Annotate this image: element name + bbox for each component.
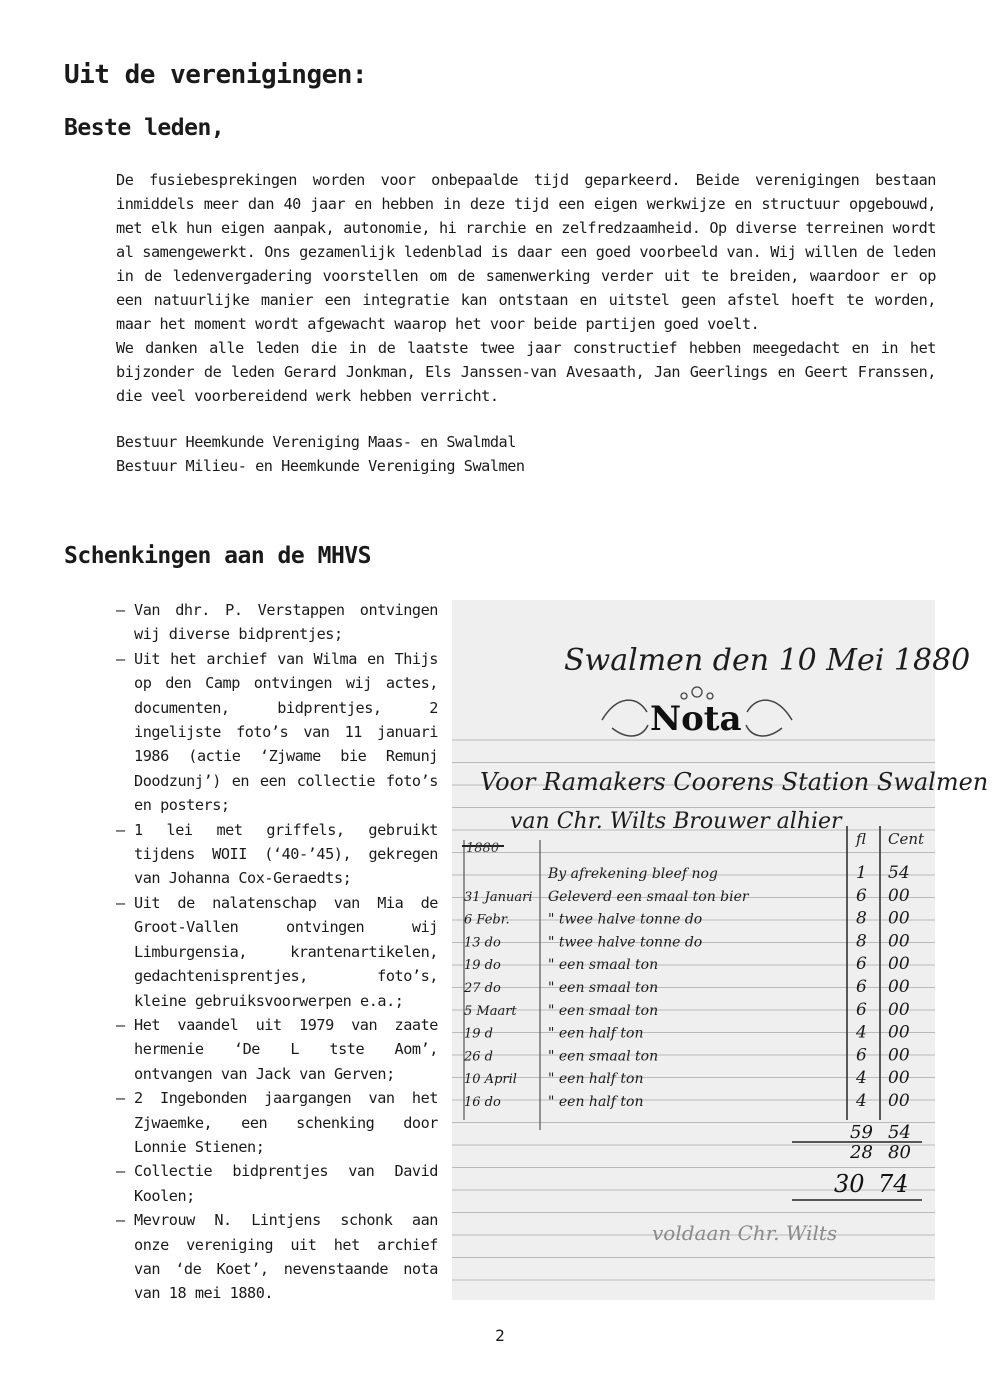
letter-body <box>116 168 936 408</box>
invoice-row-ct: 54 <box>888 863 910 883</box>
invoice-signature: voldaan Chr. Wilts <box>652 1221 838 1245</box>
invoice-supplier: van Chr. Wilts Brouwer alhier <box>510 809 842 834</box>
invoice-row-ct: 00 <box>888 954 910 975</box>
invoice-row-description: " twee halve tonne do <box>548 911 703 928</box>
donation-item: – Het vaandel uit 1979 van zaate hermenie ‘De L tste Aom’, ontvangen van Jack van Gerven; <box>116 1013 438 1086</box>
invoice-row-date: 31 Januari <box>464 889 533 905</box>
donation-item: – 2 Ingebonden jaargangen van het Zjwaemke, een schenking door Lonnie Stienen; <box>116 1086 438 1159</box>
invoice-subtotal-fl: 59 <box>850 1122 873 1143</box>
invoice-row-fl: 4 <box>856 1091 867 1111</box>
invoice-struck-year: 1880 <box>466 841 500 856</box>
invoice-row-date: 19 do <box>464 958 501 974</box>
invoice-row-date: 10 April <box>464 1072 517 1088</box>
invoice-row-fl: 8 <box>856 931 867 952</box>
invoice-row-description: " twee halve tonne do <box>548 934 703 951</box>
donation-item: – 1 lei met griffels, gebruikt tijdens WOII (‘40-’45), gekregen van Johanna Cox-Geraedts; <box>116 818 438 891</box>
invoice-row-date: 27 do <box>464 981 501 996</box>
signoff <box>116 430 525 478</box>
invoice-row-ct: 00 <box>888 931 910 952</box>
invoice-row-description: " een smaal ton <box>548 1048 659 1065</box>
invoice-row-ct: 00 <box>888 885 910 906</box>
page-heading: Uit de verenigingen: <box>64 60 368 90</box>
invoice-row-date: 13 do <box>464 935 501 951</box>
invoice-row-description: " een smaal ton <box>548 957 659 974</box>
invoice-row-date: 16 do <box>464 1095 501 1110</box>
invoice-subtotal-ct: 54 <box>888 1122 911 1143</box>
section-heading: Schenkingen aan de MHVS <box>64 543 371 569</box>
letter-paragraph: We danken alle leden die in de laatste twee jaar constructief hebben meegedacht en in het bijzonder de leden Gerard Jonkman, Els Janssen-van Avesaath, Jan Geerlings en Geert Franssen, die veel voorbereidend werk hebben verricht. <box>116 339 936 405</box>
invoice-row-description: " een smaal ton <box>548 1002 659 1019</box>
invoice-col-cent: Cent <box>888 830 925 848</box>
invoice-row-date: 6 Febr. <box>464 912 510 928</box>
donation-item: – Uit de nalatenschap van Mia de Groot-Vallen ontvingen wij Limburgensia, krantenartikelen, gedachtenisprentjes, foto’s, kleine gebruiksvoorwerpen e.a.; <box>116 891 438 1013</box>
greeting-heading: Beste leden, <box>64 115 225 141</box>
invoice-row-ct: 00 <box>888 1022 910 1043</box>
invoice-row-fl: 6 <box>856 885 867 906</box>
invoice-col-fl: fl <box>856 830 867 848</box>
invoice-row-ct: 00 <box>888 1091 910 1111</box>
invoice-row-fl: 6 <box>856 977 867 997</box>
invoice-row-fl: 4 <box>856 1068 867 1089</box>
invoice-row-date: 5 Maart <box>464 1003 517 1019</box>
donation-item: – Uit het archief van Wilma en Thijs op den Camp ontvingen wij actes, documenten, bidprentjes, 2 ingelijste foto’s van 11 januari 1986 (actie ‘Zjwame bie Remunj Doodzunj’) en een collectie foto’s en posters; <box>116 647 438 818</box>
page-number: 2 <box>495 1326 505 1345</box>
invoice-row-description: " een smaal ton <box>548 980 659 996</box>
invoice-row-date: 19 d <box>464 1026 493 1042</box>
historical-invoice-image <box>452 600 989 1300</box>
donation-item: – Collectie bidprentjes van David Koolen; <box>116 1159 438 1208</box>
invoice-total-ct: 74 <box>878 1170 909 1198</box>
invoice-row-fl: 6 <box>856 999 867 1020</box>
invoice-recipient: Voor Ramakers Coorens Station Swalmen <box>480 768 989 796</box>
invoice-row-ct: 00 <box>888 1068 910 1089</box>
invoice-row-fl: 6 <box>856 1045 867 1066</box>
invoice-row-date: 26 d <box>464 1049 493 1065</box>
donation-list <box>116 598 438 1306</box>
invoice-row-fl: 4 <box>856 1022 867 1043</box>
invoice-row-description: Geleverd een smaal ton bier <box>548 888 749 905</box>
invoice-row-fl: 8 <box>856 908 867 929</box>
invoice-row-fl: 1 <box>856 863 867 883</box>
invoice-row-description: " een half ton <box>548 1025 644 1042</box>
invoice-row-description: " een half ton <box>548 1094 644 1110</box>
donation-item: – Mevrouw N. Lintjens schonk aan onze vereniging uit het archief van ‘de Koet’, nevenstaande nota van 18 mei 1880. <box>116 1208 438 1306</box>
invoice-place-date: Swalmen den 10 Mei 1880 <box>564 643 971 678</box>
invoice-title: Nota <box>650 699 742 739</box>
invoice-scan <box>452 600 989 1300</box>
invoice-minus-fl: 28 <box>850 1142 873 1163</box>
donation-item: – Van dhr. P. Verstappen ontvingen wij diverse bidprentjes; <box>116 598 438 647</box>
letter-paragraph: De fusiebesprekingen worden voor onbepaalde tijd geparkeerd. Beide verenigingen bestaan inmiddels meer dan 40 jaar en hebben in deze tijd een eigen werkwijze en structuur opgebouwd, met elk hun eigen aanpak, autonomie, hi rarchie en zelfredzaamheid. Op diverse terreinen wordt al samengewerkt. Ons gezamenlijk ledenblad is daar een goed voorbeeld van. Wij willen de leden in de ledenvergadering voorstellen om de samenwerking verder uit te breiden, waardoor er op een natuurlijke manier een integratie kan ontstaan en uitstel geen afstel hoeft te worden, maar het moment wordt afgewacht waarop het voor beide partijen goed voelt. <box>116 171 936 333</box>
invoice-row-ct: 00 <box>888 999 910 1020</box>
invoice-row-description: By afrekening bleef nog <box>548 866 718 882</box>
signoff-line: Bestuur Milieu- en Heemkunde Vereniging Swalmen <box>116 457 525 475</box>
invoice-minus-ct: 80 <box>888 1142 911 1163</box>
invoice-total-fl: 30 <box>834 1170 865 1198</box>
invoice-row-ct: 00 <box>888 1045 910 1066</box>
signoff-line: Bestuur Heemkunde Vereniging Maas- en Swalmdal <box>116 433 516 451</box>
invoice-row-ct: 00 <box>888 977 910 997</box>
invoice-row-fl: 6 <box>856 954 867 975</box>
invoice-row-ct: 00 <box>888 908 910 929</box>
invoice-row-description: " een half ton <box>548 1071 644 1088</box>
